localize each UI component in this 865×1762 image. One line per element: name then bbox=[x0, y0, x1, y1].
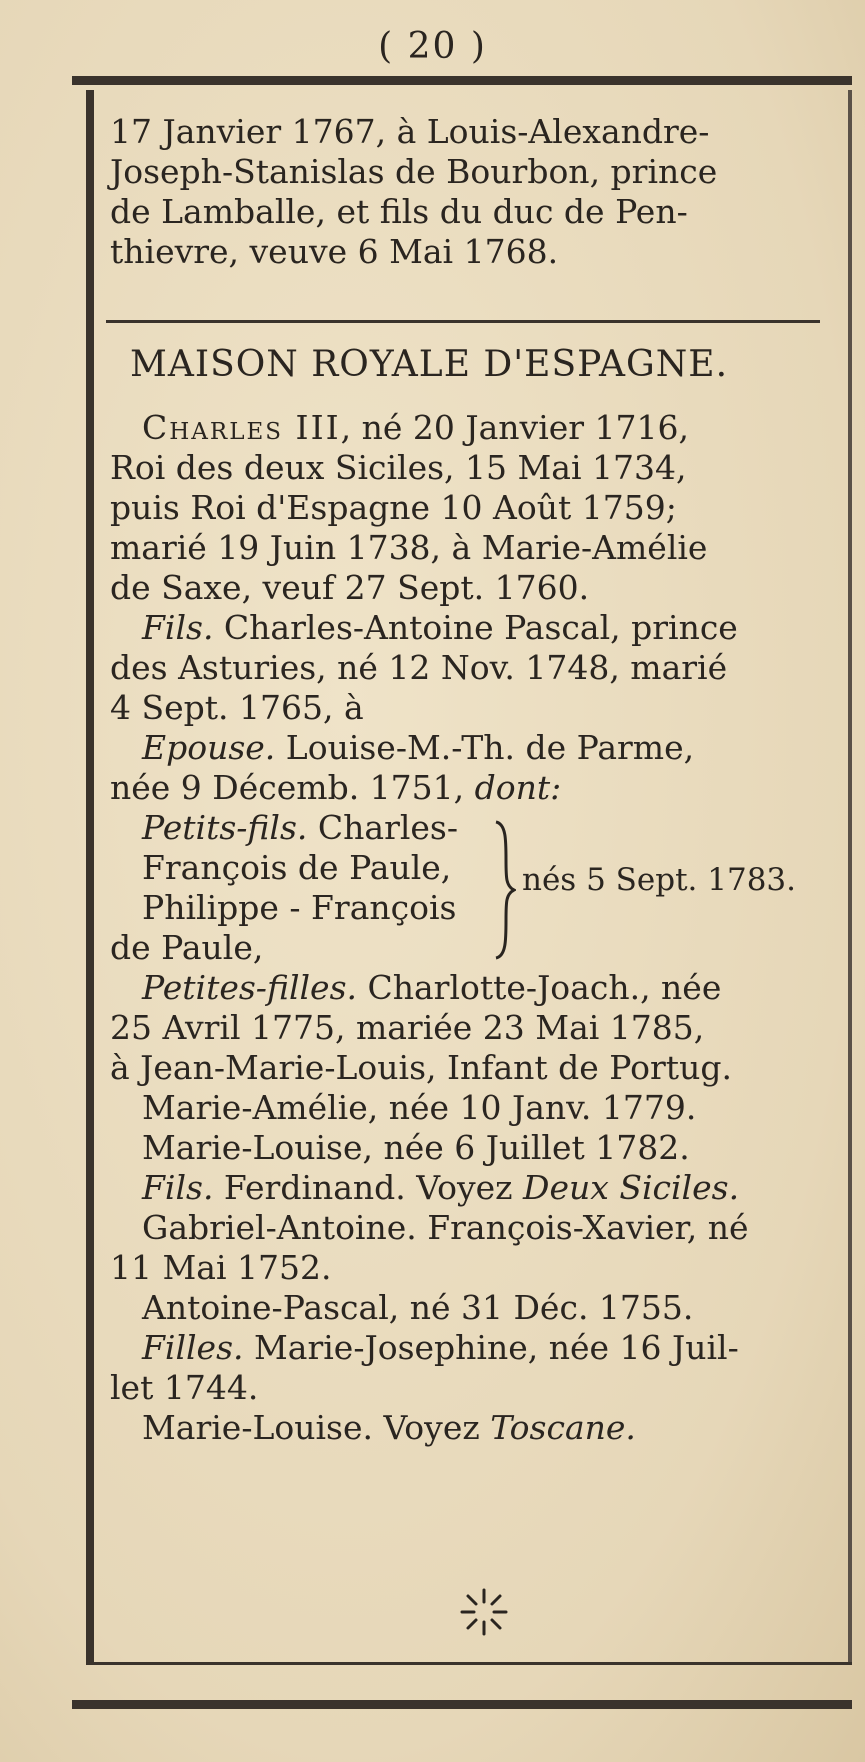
toscane-ref: Toscane. bbox=[490, 1408, 636, 1447]
body-line bbox=[142, 408, 689, 448]
fils-rest: Charles-Antoine Pascal, prince bbox=[213, 608, 738, 647]
body-line: Marie-Louise, née 6 Juillet 1782. bbox=[142, 1128, 690, 1167]
intro-paragraph bbox=[110, 112, 838, 272]
filles-rest: Marie-Josephine, née 16 Juil- bbox=[243, 1328, 739, 1367]
section-heading: MAISON ROYALE D'ESPAGNE. bbox=[130, 344, 729, 385]
body-line: puis Roi d'Espagne 10 Août 1759; bbox=[110, 488, 677, 527]
filles-label: Filles. bbox=[142, 1328, 244, 1367]
body-line bbox=[142, 808, 458, 848]
page-number: ( 20 ) bbox=[378, 26, 487, 67]
line26-text: Marie-Louise. Voyez bbox=[142, 1408, 491, 1447]
body-line: let 1744. bbox=[110, 1368, 259, 1407]
body-line: François de Paule, bbox=[142, 848, 452, 887]
top-rule bbox=[72, 76, 852, 85]
body-line: 25 Avril 1775, mariée 23 Mai 1785, bbox=[110, 1008, 705, 1047]
genealogy-body bbox=[110, 408, 838, 1588]
intro-line: Joseph-Stanislas de Bourbon, prince bbox=[110, 152, 718, 191]
curly-brace-icon bbox=[492, 820, 516, 960]
frame-bottom-rule bbox=[86, 1662, 852, 1665]
bottom-rule bbox=[72, 1700, 852, 1709]
body-line: de Saxe, veuf 27 Sept. 1760. bbox=[110, 568, 590, 607]
body-line: Gabriel-Antoine. François-Xavier, né bbox=[142, 1208, 749, 1247]
body-line: Philippe - François bbox=[142, 888, 457, 927]
body-line bbox=[142, 968, 721, 1008]
intro-line: thievre, veuve 6 Mai 1768. bbox=[110, 232, 559, 271]
body-line bbox=[142, 1408, 636, 1448]
petits-fils-1: Charles- bbox=[307, 808, 459, 847]
body-line: des Asturies, né 12 Nov. 1748, marié bbox=[110, 648, 728, 687]
body-line bbox=[142, 608, 738, 648]
section-divider bbox=[106, 320, 820, 323]
epouse-label: Epouse. bbox=[142, 728, 276, 767]
fils2-ref: Deux Siciles. bbox=[523, 1168, 740, 1207]
body-line bbox=[142, 1328, 739, 1368]
frame-left-border bbox=[86, 90, 94, 1662]
intro-line: 17 Janvier 1767, à Louis-Alexandre- bbox=[110, 112, 710, 151]
body-line: 4 Sept. 1765, à bbox=[110, 688, 364, 727]
body-line bbox=[142, 728, 694, 768]
brace-label: nés 5 Sept. 1783. bbox=[522, 862, 796, 898]
body-line: Roi des deux Siciles, 15 Mai 1734, bbox=[110, 448, 687, 487]
body-line bbox=[110, 768, 561, 808]
charles-name: Charles III bbox=[142, 408, 341, 447]
petits-fils-label: Petits-fils. bbox=[142, 808, 308, 847]
body-line: Marie-Amélie, née 10 Janv. 1779. bbox=[142, 1088, 697, 1127]
fils-label: Fils. bbox=[142, 608, 214, 647]
fils2-mid: Ferdinand. Voyez bbox=[213, 1168, 524, 1207]
petites-filles-label: Petites-filles. bbox=[142, 968, 358, 1007]
body-line: marié 19 Juin 1738, à Marie-Amélie bbox=[110, 528, 708, 567]
frame-right-border bbox=[848, 90, 852, 1662]
intro-line: de Lamballe, et fils du duc de Pen- bbox=[110, 192, 688, 231]
asterism-ornament-icon bbox=[458, 1586, 510, 1638]
line10-text: née 9 Décemb. 1751, bbox=[110, 768, 475, 807]
epouse-rest: Louise-M.-Th. de Parme, bbox=[275, 728, 695, 767]
body-line bbox=[142, 1168, 739, 1208]
dont-word: dont: bbox=[474, 768, 562, 807]
body-line: à Jean-Marie-Louis, Infant de Portug. bbox=[110, 1048, 732, 1087]
charles-rest: , né 20 Janvier 1716, bbox=[340, 408, 690, 447]
body-line: 11 Mai 1752. bbox=[110, 1248, 332, 1287]
body-line: Antoine-Pascal, né 31 Déc. 1755. bbox=[142, 1288, 694, 1327]
body-line: de Paule, bbox=[110, 928, 264, 967]
fils2-label: Fils. bbox=[142, 1168, 214, 1207]
petites-filles-rest: Charlotte-Joach., née bbox=[357, 968, 722, 1007]
